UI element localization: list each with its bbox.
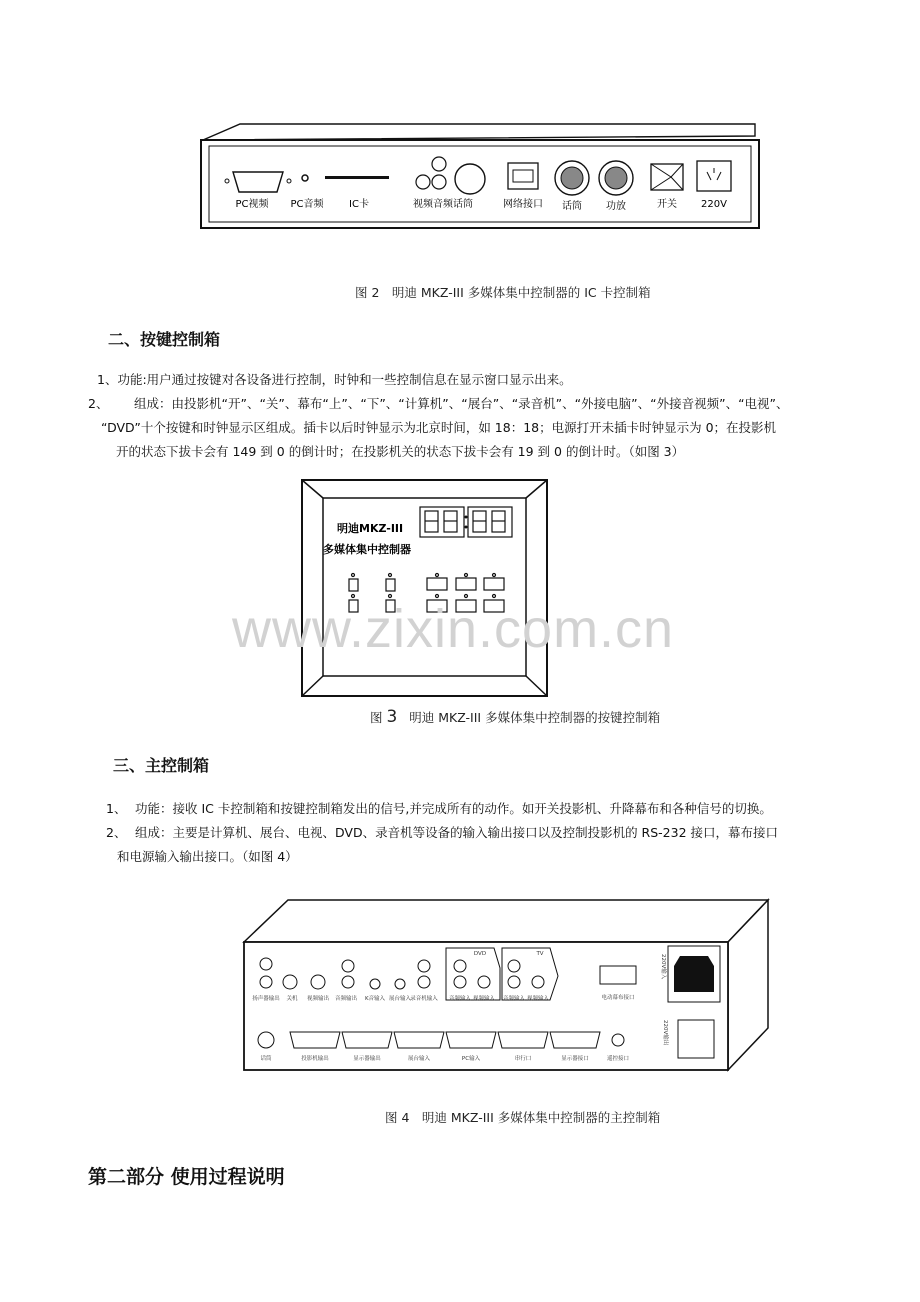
fig4-top-label: 视频输入 — [526, 996, 550, 1002]
fig4-top-label: 录音机输入 — [410, 996, 438, 1002]
fig3-panel-name-text: 多媒体集中控制器 — [323, 543, 411, 556]
fig2-port-label: 视频音频话筒 — [413, 199, 473, 210]
section2-item2-number: 2、 — [88, 396, 109, 411]
section3-item1: 功能：接收 IC 卡控制箱和按键控制箱发出的信号,并完成所有的动作。如开关投影机、升降幕布和各种信号的切换。 — [135, 801, 772, 816]
fig2-port-label: 网络接口 — [503, 199, 543, 210]
fig4-top-label: 视频输出 — [306, 996, 330, 1002]
watermark: www.zixin.com.cn — [232, 599, 675, 659]
section2-item2-line2: “DVD”十个按键和时钟显示区组成。插卡以后时钟显示为北京时间，如 18：18；电源打开未插卡时钟显示为 0；在投影机 — [101, 420, 777, 435]
fig4-bottom-label: 投影机输出 — [301, 1056, 329, 1062]
fig2-port-label: IC卡 — [349, 199, 369, 210]
fig4-group-label: DVD — [473, 951, 487, 957]
fig3-caption-prefix: 图 — [370, 710, 383, 725]
fig4-bottom-label: 显示器接口 — [561, 1056, 589, 1062]
fig4-bottom-label: 遥控接口 — [606, 1056, 630, 1062]
fig4-top-label: 关机 — [286, 996, 298, 1002]
fig3-panel-model-text: 明迪MKZ-III — [337, 522, 404, 535]
section3-item2-line1: 组成：主要是计算机、展台、电视、DVD、录音机等设备的输入输出接口以及控制投影机的 RS-232 接口，幕布接口 — [135, 825, 779, 840]
fig4-top-label: 音频输入 — [502, 996, 526, 1002]
fig3-caption-number: 3 — [386, 707, 398, 727]
section3-heading: 三、主控制箱 — [113, 756, 210, 775]
fig4-top-label: 视频输入 — [472, 996, 496, 1002]
section2-item2-line1: 组成：由投影机“开”、“关”、幕布“上”、“下”、“计算机”、“展台”、“录音机”、“外接电脑”、“外接音视频”、“电视”、 — [134, 396, 789, 411]
section3-item2-number: 2、 — [106, 825, 127, 840]
fig4-top-label: 音频输入 — [448, 996, 472, 1002]
fig4-power-in-label: 220V输入 — [660, 954, 666, 980]
section3-item1-number: 1、 — [106, 801, 127, 816]
fig4-bottom-label: 展台输入 — [407, 1056, 431, 1062]
fig2-port-label: PC视频 — [235, 199, 269, 210]
part2-heading: 第二部分 使用过程说明 — [88, 1166, 285, 1188]
fig2-port-label: 220V — [701, 199, 727, 210]
fig4-screen-label: 电动幕布接口 — [601, 995, 635, 1001]
fig4-bottom-label: 串行口 — [514, 1056, 532, 1062]
fig4-group-label: TV — [536, 951, 544, 957]
fig4-top-label: 展台输入 — [388, 996, 412, 1002]
fig4-main-box-diagram — [240, 896, 772, 1076]
fig3-button-panel-diagram — [301, 479, 549, 698]
fig4-top-label: 扬声器输出 — [252, 996, 280, 1002]
fig2-port-label: 功放 — [606, 201, 626, 212]
fig3-caption-text: 明迪 MKZ-III 多媒体集中控制器的按键控制箱 — [409, 710, 661, 725]
section2-item1: 1、功能:用户通过按键对各设备进行控制，时钟和一些控制信息在显示窗口显示出来。 — [97, 372, 572, 387]
section2-heading: 二、按键控制箱 — [108, 330, 221, 349]
fig4-bottom-label: PC输入 — [461, 1056, 481, 1062]
fig2-caption: 图 2 明迪 MKZ-III 多媒体集中控制器的 IC 卡控制箱 — [355, 285, 651, 300]
fig2-ic-card-box-diagram — [195, 118, 770, 238]
section3-item2-line2: 和电源输入输出接口。（如图 4） — [117, 849, 298, 864]
fig3-caption — [370, 707, 660, 727]
fig4-top-label: 音频输出 — [334, 996, 358, 1002]
fig4-top-label: K音输入 — [364, 996, 386, 1002]
fig2-port-label: 开关 — [657, 199, 677, 210]
section2-item2-line3: 开的状态下拔卡会有 149 到 0 的倒计时；在投影机关的状态下拔卡会有 19 到 0 的倒计时。（如图 3） — [116, 444, 685, 459]
fig4-power-out-label: 220V输出 — [662, 1020, 668, 1046]
fig4-caption: 图 4 明迪 MKZ-III 多媒体集中控制器的主控制箱 — [385, 1110, 661, 1125]
fig4-bottom-label: 话筒 — [260, 1056, 272, 1062]
fig2-port-label: 话筒 — [562, 201, 582, 212]
fig2-port-label: PC音频 — [290, 199, 324, 210]
fig4-bottom-label: 显示器输出 — [353, 1056, 381, 1062]
